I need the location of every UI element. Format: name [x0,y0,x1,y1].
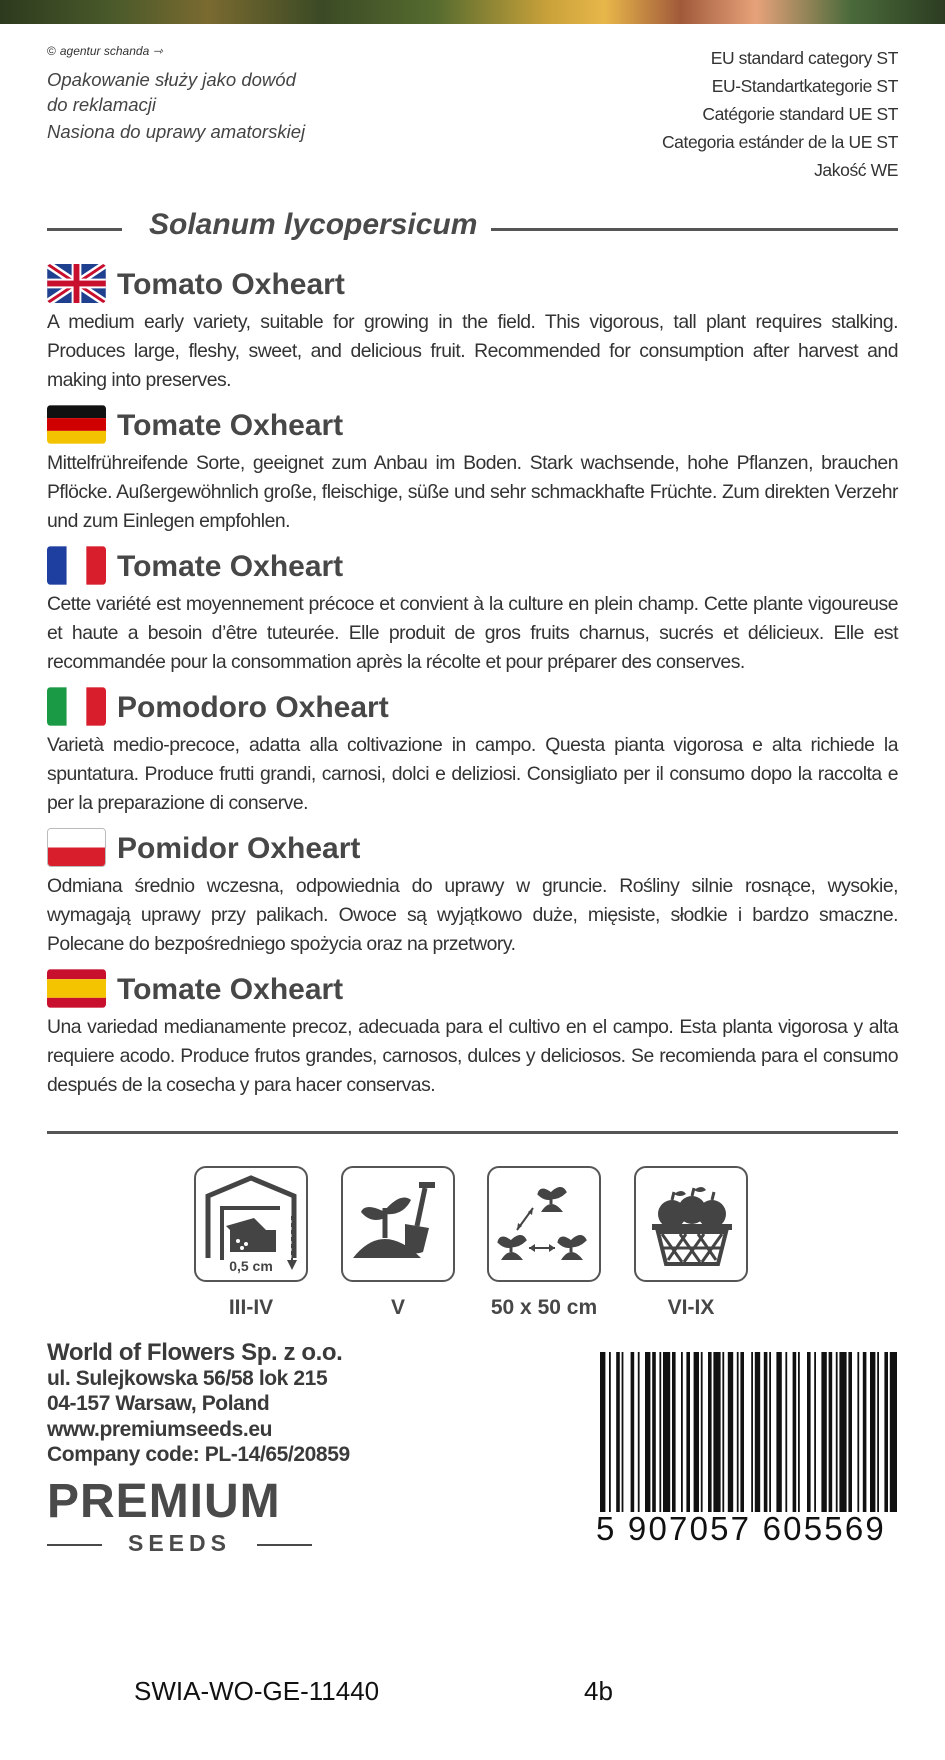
section-title: Pomodoro Oxheart [117,691,389,724]
barcode-bar [600,1352,605,1512]
eu-category-en: EU standard category ST [710,48,898,68]
barcode-bar [672,1352,676,1512]
sowing-months-label: III-IV [228,1296,274,1319]
barcode-bar [785,1352,787,1512]
germany-flag-icon [47,405,106,444]
eu-category-es: Categoria estánder de la UE ST [661,132,898,152]
eu-category-fr: Catégorie standard UE ST [702,104,898,124]
barcode-bar [807,1352,811,1512]
barcode-bar [829,1352,833,1512]
spacing-label: 50 x 50 cm [490,1296,598,1319]
barcode-bar [686,1352,690,1512]
divider-right [472,228,898,231]
barcode-bar [681,1352,683,1512]
barcode-bar [755,1352,760,1512]
barcode-bar [694,1352,699,1512]
italy-flag-icon [47,687,106,726]
amateur-note: Nasiona do uprawy amatorskiej [47,121,306,142]
logo-seeds-text: SEEDS [128,1530,231,1556]
agency-credit [47,44,163,58]
section-title: Tomato Oxheart [117,268,345,301]
section-title: Tomate Oxheart [117,550,344,583]
barcode-bar [713,1352,720,1512]
barcode-bar [645,1352,650,1512]
plant-spacing-icon [487,1166,601,1282]
section-text: Odmiana średnio wczesna, odpowiednia do uprawy w gruncie. Rośliny silnie rosnące, wysokie, wymagają uprawy przy palikach. Owoce są wyjątkowo duże, mięsiste, słodkie i bardzo smaczne. Polecane do bezpośredniego spożycia oraz na przetwory. [47,875,898,955]
latin-name: Solanum lycopersicum [135,208,491,242]
barcode-bar [638,1352,640,1512]
eu-category-pl: Jakość WE [814,160,898,180]
barcode-bar [848,1352,852,1512]
section-text: A medium early variety, suitable for growing in the field. This vigorous, tall plant requires stalking. Produces large, fleshy, sweet, and delicious fruit. Recommended for consumption after harvest and making into preserves. [47,311,898,391]
barcode-bar [622,1352,624,1512]
header-photo-strip [0,0,945,24]
barcode-bar [737,1352,739,1512]
barcode-bar [836,1352,838,1512]
barcode-bar [839,1352,846,1512]
agency-name: agentur schanda [59,44,150,58]
harvest-months-label: VI-IX [667,1296,715,1319]
spain-flag-icon [47,969,106,1008]
logo-premium-text: PREMIUM [47,1475,281,1528]
company-website: www.premiumseeds.eu [47,1417,273,1441]
sowing-greenhouse-icon [194,1166,308,1282]
agency-logo-icon: ⇾ [152,44,163,58]
barcode-bar [708,1352,712,1512]
barcode-bar [793,1352,797,1512]
barcode-bar [609,1352,611,1512]
barcode-bar [751,1352,753,1512]
barcode-bar [814,1352,816,1512]
eu-category-de: EU-Standartkategorie ST [711,76,898,96]
barcode-bar [728,1352,733,1512]
version-label: 4b [584,1676,613,1706]
section-divider [47,1131,898,1134]
barcode-bar [776,1352,781,1512]
barcode-bar [884,1352,888,1512]
section-text: Mittelfrühreifende Sorte, geeignet zum Anbau im Boden. Stark wachsende, hohe Pflanzen, brauchen Pflöcke. Außergewöhnlich große, fleischige, süße und sehr schmackhafte Früchte. Zum direkten Verzehr und zum Einlegen empfohlen. [47,452,898,532]
section-text: Cette variété est moyennement précoce et convient à la culture en plein champ. Cette plante vigoureuse et haute a besoin d’être tuteurée. Elle produit de gros fruits charnus, sucrés et délicieux. Elle est recommandée pour la consommation après la récolte et pour préparer des conserves. [47,593,898,673]
divider-left [47,228,122,231]
barcode-bar [764,1352,768,1512]
planting-shovel-icon [341,1166,455,1282]
barcode-bar [701,1352,703,1512]
france-flag-icon [47,546,106,585]
section-title: Tomate Oxheart [117,973,344,1006]
company-address-street: ul. Sulejkowska 56/58 lok 215 [47,1366,328,1390]
section-title: Pomidor Oxheart [117,832,361,865]
barcode-bar [631,1352,635,1512]
copyright-icon: © [47,44,56,58]
complaint-note: Opakowanie służy jako dowód do reklamacji [47,69,296,115]
harvest-basket-icon [634,1166,748,1282]
section-text: Varietà medio-precoce, adatta alla coltivazione in campo. Questa pianta vigorosa e alta richiede la spuntatura. Produce frutti grandi, carnosi, dolci e deliziosi. Consigliato per il consumo dopo la raccolta e per la preparazione di conserve. [47,734,898,814]
barcode-bar [652,1352,656,1512]
barcode-bar [769,1352,771,1512]
barcode-bar [663,1352,670,1512]
product-code: SWIA-WO-GE-11440 [134,1676,380,1706]
sowing-depth-label: 0,5 cm [229,1258,273,1274]
barcode [596,1352,898,1552]
company-info [47,1340,350,1468]
barcode-bar [821,1352,826,1512]
premium-seeds-logo [47,1475,312,1558]
barcode-bar [798,1352,800,1512]
barcode-number: 5 907057 605569 [596,1510,886,1547]
barcode-bar [870,1352,875,1512]
poland-flag-icon [47,828,106,867]
barcode-bars [596,1352,898,1512]
section-text: Una variedad medianamente precoz, adecuada para el cultivo en el campo. Esta planta vigorosa y alta requiere acodo. Produce frutos grandes, carnosos, dulces y deliciosos. Se recomienda para el consumo después de la cosecha y para hacer conservas. [47,1016,898,1096]
barcode-bar [740,1352,744,1512]
planting-months-label: V [390,1296,405,1319]
uk-flag-icon [47,264,106,303]
cultivation-icons [0,1166,945,1319]
barcode-bar [890,1352,897,1512]
section-title: Tomate Oxheart [117,409,344,442]
barcode-bar [877,1352,879,1512]
company-code: Company code: PL-14/65/20859 [47,1443,350,1466]
latin-name-row [47,208,898,244]
barcode-bar [659,1352,661,1512]
barcode-bar [857,1352,859,1512]
company-name: World of Flowers Sp. z o.o. [47,1339,343,1366]
barcode-bar [722,1352,724,1512]
company-address-city: 04-157 Warsaw, Poland [47,1392,270,1415]
barcode-bar [863,1352,867,1512]
barcode-bar [616,1352,620,1512]
eu-category-list [662,44,898,184]
